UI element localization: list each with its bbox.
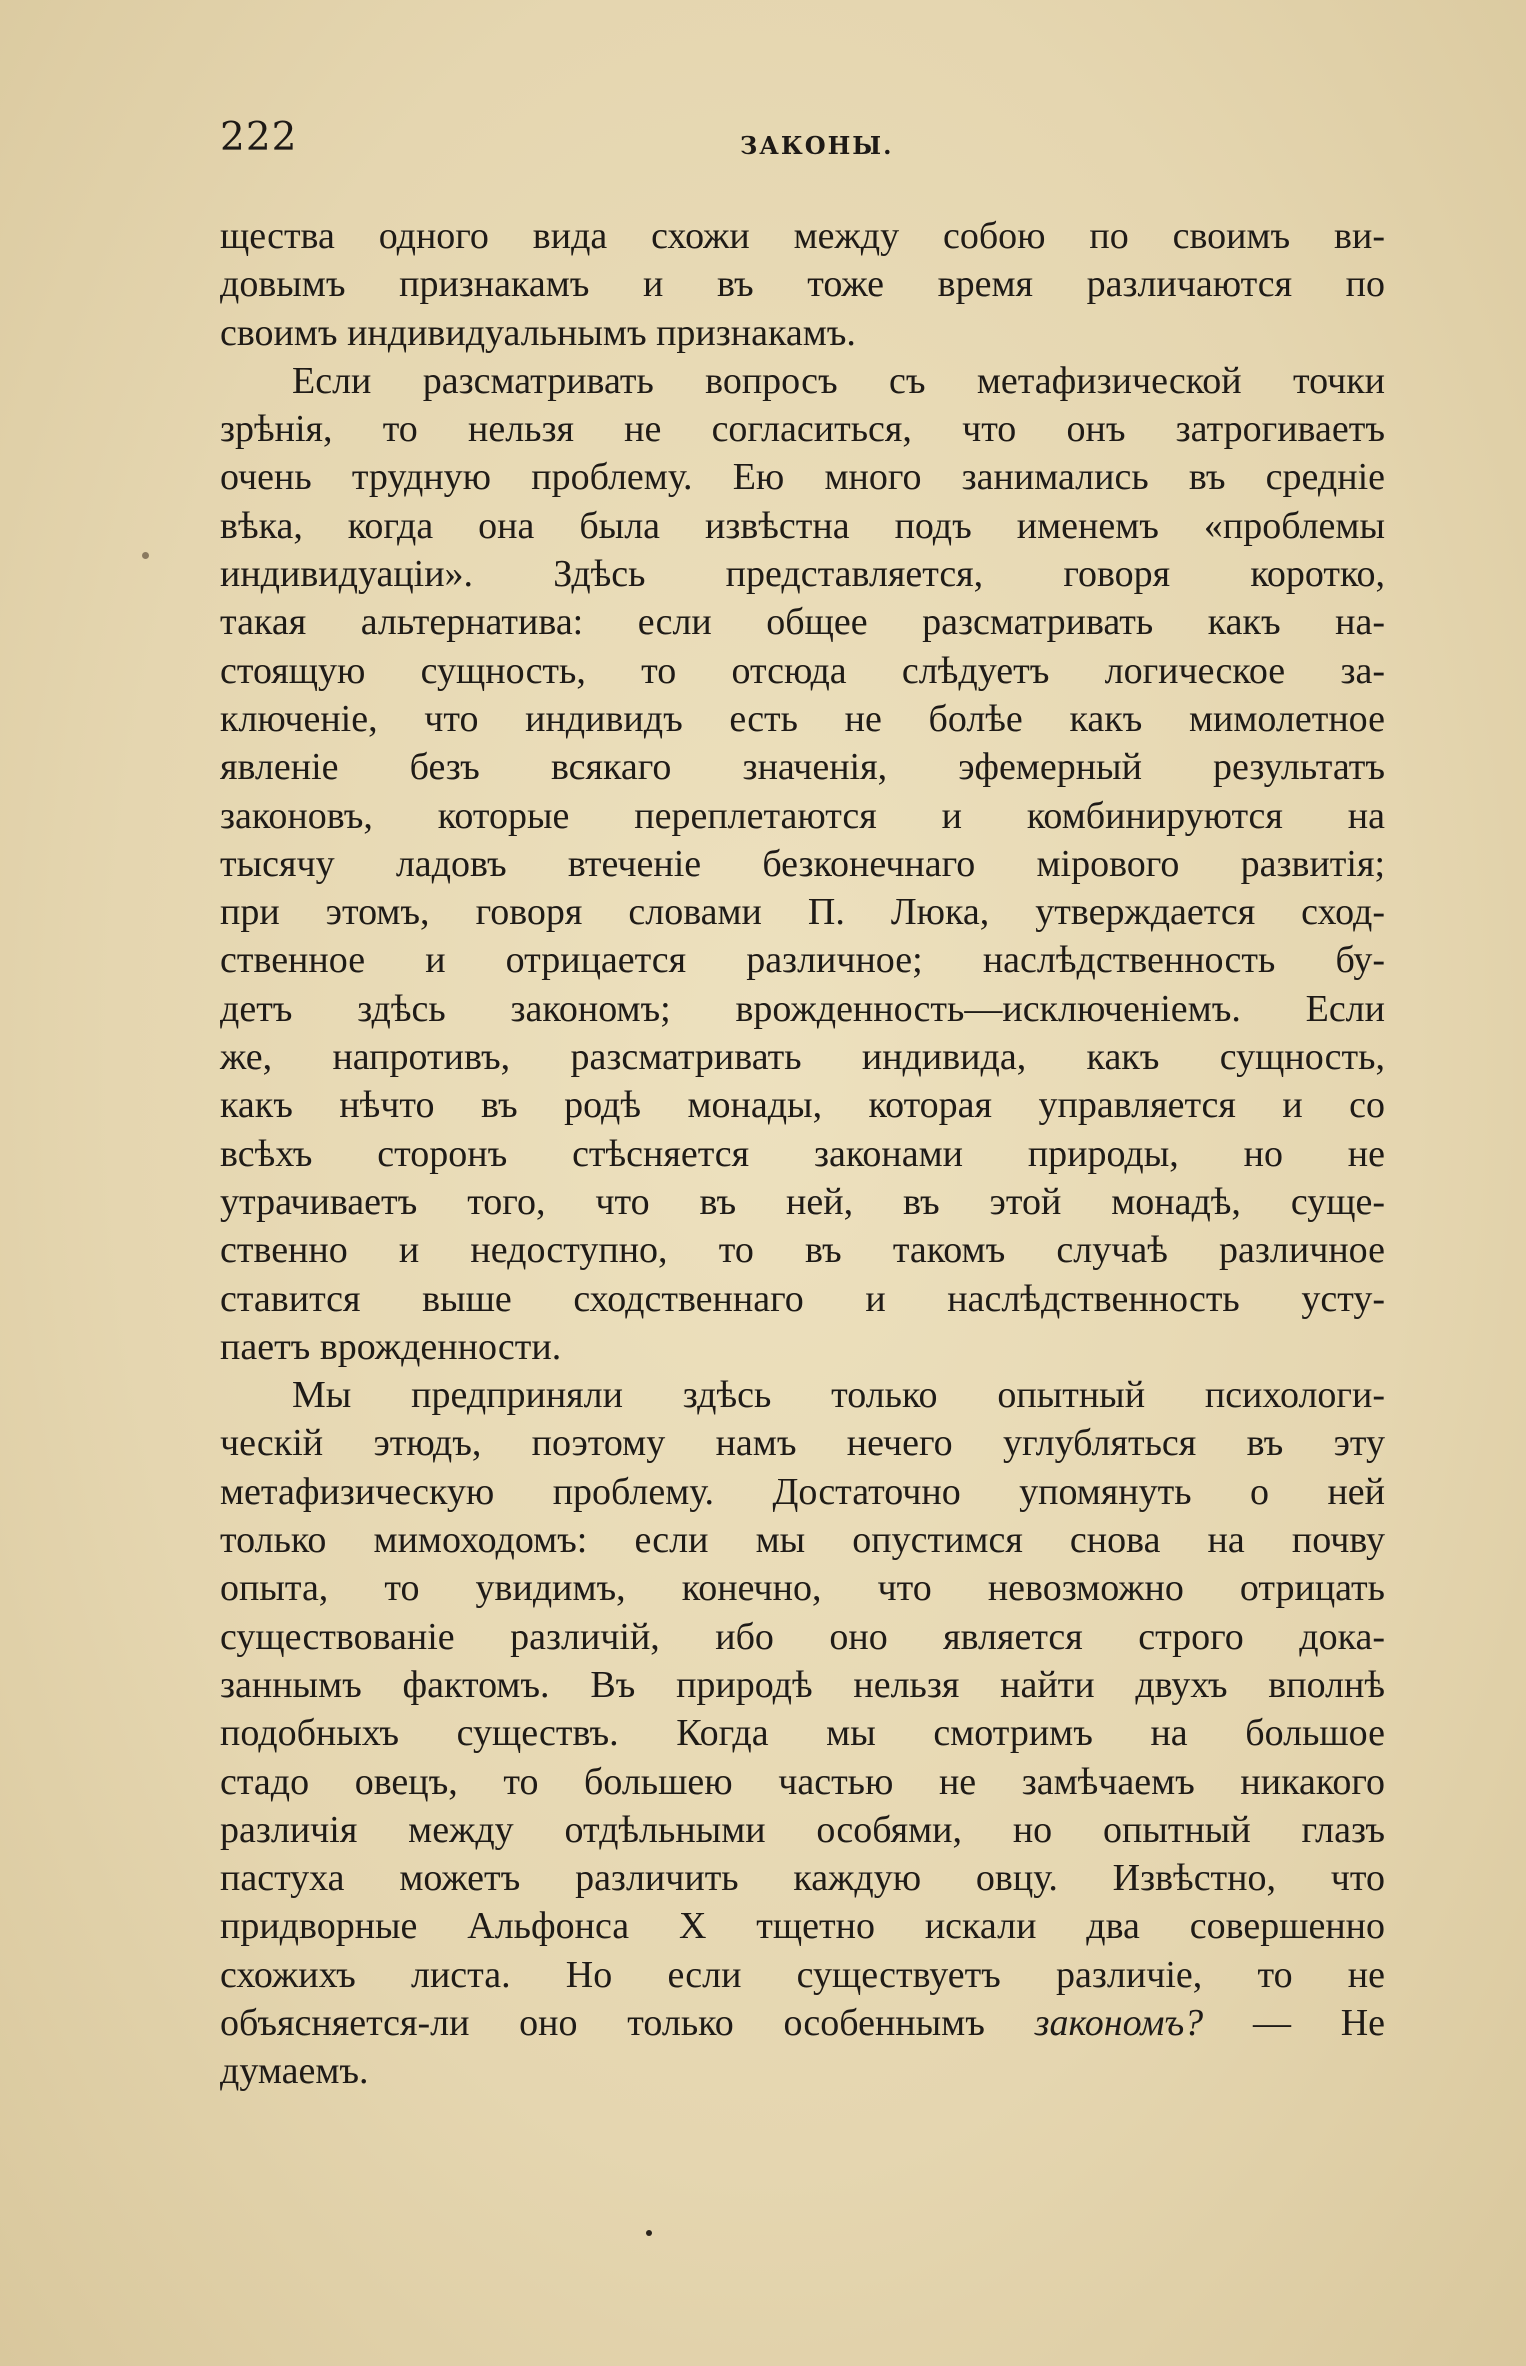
text-line: опыта, то увидимъ, конечно, что невозможно отрицать	[220, 1567, 1385, 1610]
text-line: щества одного вида схожи между собою по своимъ ви-	[220, 215, 1385, 257]
text-line: ставится выше сходственнаго и наслѣдственность усту-	[220, 1277, 1385, 1320]
text-segment: объясняется-ли оно только особеннымъ	[220, 2001, 1035, 2044]
text-line: существованіе различій, ибо оно является строго дока-	[220, 1615, 1385, 1658]
text-line: ключеніе, что индивидъ есть не болѣе какъ мимолетное	[220, 697, 1385, 740]
text-line: паетъ врожденности.	[220, 1325, 562, 1368]
text-line: законовъ, которые переплетаются и комбинируются на	[220, 794, 1385, 837]
signature-mark	[646, 2230, 652, 2236]
text-line: Если разсматривать вопросъ съ метафизической точки	[292, 359, 1385, 402]
text-line: какъ нѣчто въ родѣ монады, которая управляется и со	[220, 1084, 1385, 1127]
text-line: стоящую сущность, то отсюда слѣдуетъ логическое за-	[220, 649, 1385, 692]
text-line: придворные Альфонса X тщетно искали два совершенно	[220, 1905, 1385, 1948]
text-line: явленіе безъ всякаго значенія, эфемерный результатъ	[220, 746, 1385, 789]
text-segment: — Не	[1203, 2001, 1386, 2044]
text-line: своимъ индивидуальнымъ признакамъ.	[220, 311, 856, 354]
text-line	[220, 1999, 1385, 2047]
text-line: очень трудную проблему. Ею много занимались въ средніе	[220, 456, 1385, 499]
paper-speck	[142, 552, 149, 559]
text-line: ственное и отрицается различное; наслѣдственность бу-	[220, 939, 1385, 982]
running-head: ЗАКОНЫ.	[740, 131, 894, 160]
text-line: же, напротивъ, разсматривать индивида, какъ сущность,	[220, 1036, 1385, 1079]
body-text	[220, 212, 1385, 2096]
page-number: 222	[220, 115, 298, 160]
text-line: заннымъ фактомъ. Въ природѣ нельзя найти двухъ вполнѣ	[220, 1663, 1385, 1706]
italic-term: закономъ?	[1034, 2001, 1204, 2044]
page-header	[220, 115, 1385, 175]
text-line: только мимоходомъ: если мы опустимся снова на почву	[220, 1519, 1385, 1562]
text-line: стадо овецъ, то большею частью не замѣчаемъ никакого	[220, 1760, 1385, 1803]
text-line: тысячу ладовъ втеченіе безконечнаго мірового развитія;	[220, 842, 1385, 885]
text-line: зрѣнія, то нельзя не согласиться, что онъ затрогиваетъ	[220, 408, 1385, 451]
text-line: при этомъ, говоря словами П. Люка, утверждается сход-	[220, 891, 1385, 934]
text-line: ческій этюдъ, поэтому намъ нечего углубляться въ эту	[220, 1422, 1385, 1465]
paragraph-3	[220, 1371, 1385, 2095]
text-line: детъ здѣсь закономъ; врожденность—исключеніемъ. Если	[220, 987, 1385, 1030]
text-line: метафизическую проблему. Достаточно упомянуть о ней	[220, 1470, 1385, 1513]
text-line: думаемъ.	[220, 2050, 369, 2093]
text-line: схожихъ листа. Но если существуетъ различіе, то не	[220, 1953, 1385, 1996]
text-line: довымъ признакамъ и въ тоже время различаются по	[220, 263, 1385, 306]
text-line: различія между отдѣльными особями, но опытный глазъ	[220, 1808, 1385, 1851]
text-line: вѣка, когда она была извѣстна подъ именемъ «проблемы	[220, 504, 1385, 547]
text-line: всѣхъ сторонъ стѣсняется законами природы, но не	[220, 1132, 1385, 1175]
text-line: ственно и недоступно, то въ такомъ случаѣ различное	[220, 1229, 1385, 1272]
text-line: подобныхъ существъ. Когда мы смотримъ на большое	[220, 1712, 1385, 1755]
text-line: пастуха можетъ различить каждую овцу. Извѣстно, что	[220, 1857, 1385, 1900]
text-line: индивидуаціи». Здѣсь представляется, говоря коротко,	[220, 553, 1385, 596]
text-line: такая альтернатива: если общее разсматривать какъ на-	[220, 601, 1385, 644]
text-line: Мы предприняли здѣсь только опытный психологи-	[292, 1374, 1385, 1417]
paragraph-2	[220, 357, 1385, 1371]
text-line: утрачиваетъ того, что въ ней, въ этой монадѣ, суще-	[220, 1180, 1385, 1223]
paragraph-1	[220, 212, 1385, 357]
